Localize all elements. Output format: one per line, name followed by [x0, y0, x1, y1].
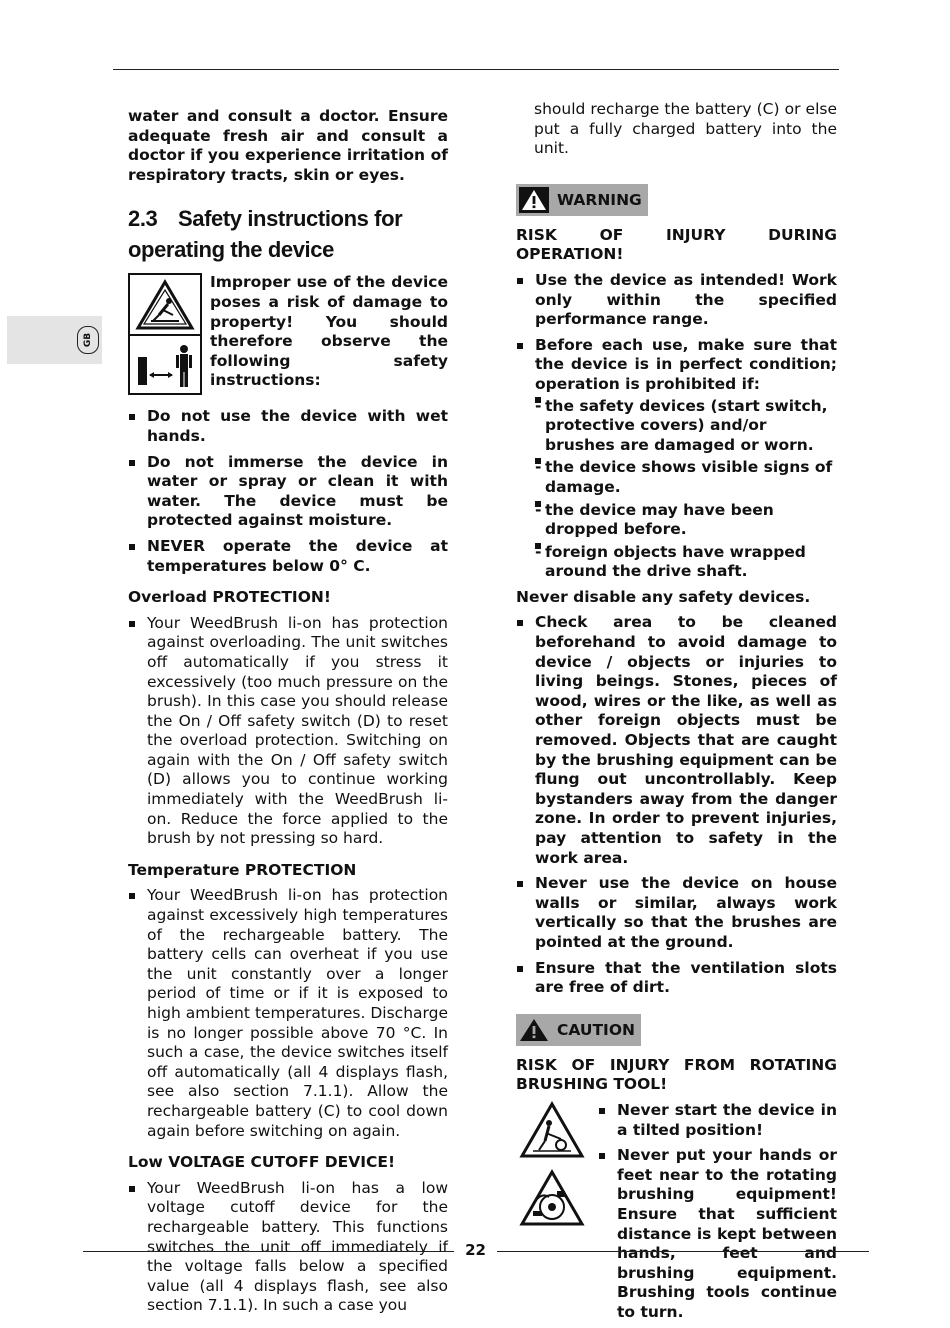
condition-item: - the device may have been dropped before.: [535, 501, 837, 540]
left-column: [128, 107, 448, 1322]
list-item: Do not immerse the device in water or spray or clean it with water. The device must be protected against moisture.: [128, 453, 448, 531]
never-disable-text: Never disable any safety devices.: [516, 587, 811, 606]
section-title: Safety instructions for operating the device: [128, 206, 403, 263]
top-warning-text: water and consult a doctor. Ensure adequate fresh air and consult a doctor if you experience irritation of respiratory tracts, skin or eyes.: [128, 107, 448, 184]
condition-list: [535, 397, 837, 582]
area-bullets: [516, 613, 837, 997]
continued-text: should recharge the battery (C) or else put a fully charged battery into the unit.: [534, 100, 837, 158]
list-item: Never put your hands or feet near to the rotating brushing equipment! Ensure that sufficient distance is kept between hands, feet and brushing equipment. Brushing tools continue to turn.: [598, 1146, 837, 1322]
low-voltage-text: Your WeedBrush li-on has a low voltage cutoff device for the rechargeable battery. This functions switches the unit off immediately if the voltage falls below a specified value (all 4 displays flash, see also section 7.1.1). In such a case you: [128, 1179, 448, 1316]
low-voltage-heading: Low VOLTAGE CUTOFF DEVICE!: [128, 1153, 396, 1172]
keep-distance-icon: [130, 336, 200, 395]
page-number: 22: [465, 1241, 486, 1259]
caution-label: [516, 1014, 641, 1046]
language-badge: [77, 326, 99, 354]
caution-label-text: CAUTION: [557, 1020, 635, 1039]
overload-heading: Overload PROTECTION!: [128, 588, 331, 607]
intro-block: [128, 273, 448, 395]
overload-list: [128, 614, 448, 849]
safety-sign: [128, 273, 202, 395]
list-item: [516, 336, 837, 582]
rotating-icons: [516, 1101, 588, 1328]
list-item: Check area to be cleaned beforehand to avoid damage to device / objects or injuries to living beings. Stones, pieces of wood, wires or the like, as well as other foreign objects must be removed. Objects that are caught by the brushing equipment can be flung out uncontrollably. Keep bystanders away from the danger zone. In order to prevent injuries, pay attention to safety in the work area.: [516, 613, 837, 868]
list-item: NEVER operate the device at temperatures below 0° C.: [128, 537, 448, 576]
header-rule: [113, 69, 839, 70]
language-tab: [7, 316, 102, 364]
caution-icon: [519, 1017, 549, 1043]
warning-icon: [519, 187, 549, 213]
condition-item: - foreign objects have wrapped around the drive shaft.: [535, 543, 837, 582]
list-item: Do not use the device with wet hands.: [128, 407, 448, 446]
footer-rule-right: [497, 1251, 869, 1252]
condition-item: - the safety devices (start switch, protective covers) and/or brushes are damaged or worn.: [535, 397, 837, 456]
rotating-brush-icon: [519, 1169, 585, 1227]
right-column: [516, 100, 837, 1328]
property-damage-icon: [130, 275, 200, 336]
language-code: GB: [83, 332, 93, 348]
list-item: Never start the device in a tilted position!: [598, 1101, 837, 1140]
list-item: Ensure that the ventilation slots are free of dirt.: [516, 959, 837, 998]
tilted-position-icon: [519, 1101, 585, 1159]
risk-operation-heading: RISK OF INJURY DURING OPERATION!: [516, 225, 837, 264]
rotating-bullets: [598, 1101, 837, 1328]
risk-rotating-heading: RISK OF INJURY FROM ROTATING BRUSHING TOOL!: [516, 1055, 837, 1094]
warning-label-text: WARNING: [557, 190, 642, 209]
low-voltage-list: [128, 1179, 448, 1316]
basic-bullets: [128, 407, 448, 576]
check-condition-text: Before each use, make sure that the device is in perfect condition; operation is prohibited if:: [535, 335, 837, 393]
section-heading: [128, 203, 448, 265]
temperature-heading: Temperature PROTECTION: [128, 860, 357, 879]
intro-text: Improper use of the device poses a risk of damage to property! You should therefore observe the following safety instructions:: [210, 273, 448, 390]
overload-text: Your WeedBrush li-on has protection against overloading. The unit switches off automatically if you stress it excessively (too much pressure on the brush). In this case you should release the On / Off safety switch (D) to reset the overload protection. Switching on again with the On / Off safety switch (D) allows you to continue working immediately with the WeedBrush li-on. Reduce the force applied to the brush by not pressing so hard.: [128, 614, 448, 849]
operation-bullets: [516, 271, 837, 582]
condition-item: - the device shows visible signs of damage.: [535, 458, 837, 497]
rotating-block: [516, 1101, 837, 1328]
list-item: Never use the device on house walls or similar, always work vertically so that the brushes are pointed at the ground.: [516, 874, 837, 952]
list-item: Use the device as intended! Work only within the specified performance range.: [516, 271, 837, 330]
section-number: 2.3: [128, 206, 158, 232]
temperature-text: Your WeedBrush li-on has protection against excessively high temperatures of the rechargeable battery. The battery cells can overheat if you use the unit constantly over a longer period of time or if it is exposed to high ambient temperatures. Discharge is no longer possible above 70 °C. In such a case, the device switches itself off automatically (all 4 displays flash, see also section 7.1.1). Allow the rechargeable battery (C) to cool down again before switching on again.: [128, 886, 448, 1141]
warning-label: [516, 184, 648, 216]
temperature-list: [128, 886, 448, 1141]
footer-rule-left: [83, 1251, 454, 1252]
